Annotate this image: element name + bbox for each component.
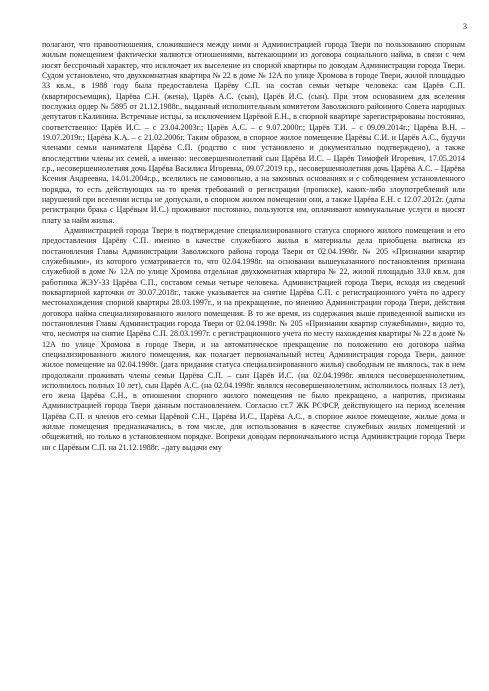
paragraph-2: Администрацией города Твери в подтверждение специализированного статуса спорного жилого помещения и его предоставления Царёву С.П. именно в качестве служебного жилья в материалы дела приобщена выписка из постановления Главы Администрации Заволжского района города Твери от 02.04.1998г. № 205 «Признании квартир служебными», из которого усматривается то, что 02.04.1998г. на основании вышеуказанного постановления признана служебной в доме № 12А по улице Хромова отдельная двухкомнатная квартира № 22, жилой площадью 33.0 кв.м. для работника ЖЭУ-33 Царёва С.П., составом семьи четыре человека. Администрацией города Твери, исходя из сведений поквартирной карточки от 30.07.2018г., также указывается на снятие Царёва С.П. с регистрационного учёта по адресу местонахождения спорной квартиры 28.03.1997г., и на прекращение, по мнению Администрации города Твери, действия договора найма специализированного жилого помещения. В то же время, из содержания выше приведенной выписки из постановления Главы Администрации города Твери от 02.04.1998г. № 205 «Признании квартир служебными», видно то, что, несмотря на снятие Царёва С.П. 28.03.1997г. с регистрационного учета по месту нахождения квартиры № 22 в доме № 12А по улице Хромова в городе Твери, и на автоматическое прекращение по положению ею договора найма специализированного жилого помещения, как полагает первоначальный истец Администрация города Твери, данное жилое помещение на 02.04.1998г. (дата придания статуса специализированного жилья) свободным не являлось, так в нем продолжали проживать члены семьи Царёва С.П. – сын Царёв И.С. (на 02.04.1998г. являлся несовершеннолетним, исполнилось полных 10 лет), сын Царёв А.С. (на 02.04.1998г. являлся несовершеннолетним, исполнилось полных 13 лет), его жена Царёва С.Н., в отношении спорного жилого помещения не было прекращено, а напротив, признаны Администрацией города Твери данным постановлением. Согласно ст.7 ЖК РСФСР, действующего на период вселения Царёва С.П. и членов его семьи Царёвой С.Н., Царёва И.С., Царёва А.С., в спорное жилое помещение, жилые дома и жилые помещения предназначались, в том числе, для использования в качестве служебных жилых помещений и общежитий, но только в установленном порядке. Вопреки доводам первоначального истца Администрации города Твери ни с Царёвым С.П. на 21.12.1988г. –дату выдачи ему	[42, 225, 465, 452]
paragraph-1: полагают, что правоотношения, сложившиеся между ними и Администрацией города Твери по пользованию спорным жилым помещением фактически являются отношениями, вытекающими из договора социального найма, в связи с чем носят бессрочный характер, что исключает их выселение из спорной квартиры по доводам Администрации города Твери. Судом установлено, что двухкомнатная квартира № 22 в доме № 12А по улице Хромова в городе Твери, жилой площадью 33 кв.м., в 1988 году была предоставлена Царёву С.П. на состав семьи четыре человека: сам Царёв С.П. (квартиросъемщик), Царёва С.Н. (жена), Царёв А.С. (сын), Царёв И.С. (сын). При этом основанием для вселения послужил ордер № 5895 от 21.12.1988г., выданный исполнительным комитетом Заволжского районного Совета народных депутатов г.Калинина. Встречные истцы, за исключением Царёвой Е.Н., в спорной квартире зарегистрированы постоянно, соответственно: Царёв И.С. – с 23.04.2003г.; Царёв А.С. – с 9.07.2000г.; Царёв Т.И. – с 09.09.2014г.; Царёва В.Н. – 19.07.2019г.; Царёва К.А. – с 21.02.2006г. Таким образом, в спорное жилое помещение Царёвы С.И. и Царёв А.С., будучи членами семьи нанимателя Царёва С.П. (родство с ним установлено и документально подтверждено), а также впоследствии члены их семей, а именно: несовершеннолетний сын Царёва И.С. – Царёв Тимофей Игоревич, 17.05.2014 г.р., несовершеннолетняя дочь Царёва Василиса Игоревна, 09.07.2019 г.р., несовершеннолетняя дочь Царёва А.С. – Царёва Ксения Андреевна, 14.01.2004г.р., вселились не самовольно, а на законных основаниях и с соблюдением установленного порядка, то есть действующих на то время требований о регистрации (прописке), каких-либо злоупотреблений или нарушений при вселении истцы не допускали, в спорном жилом помещении они, а также Царёва Е.Н. с 12.07.2012г. (даты регистрации брака с Царёвым И.С.) проживают постоянно, пользуются им, оплачивают коммунальные услуги и вносят плату за найм жилья.	[42, 40, 465, 225]
document-body	[42, 40, 465, 453]
page-number: 3	[463, 22, 467, 31]
